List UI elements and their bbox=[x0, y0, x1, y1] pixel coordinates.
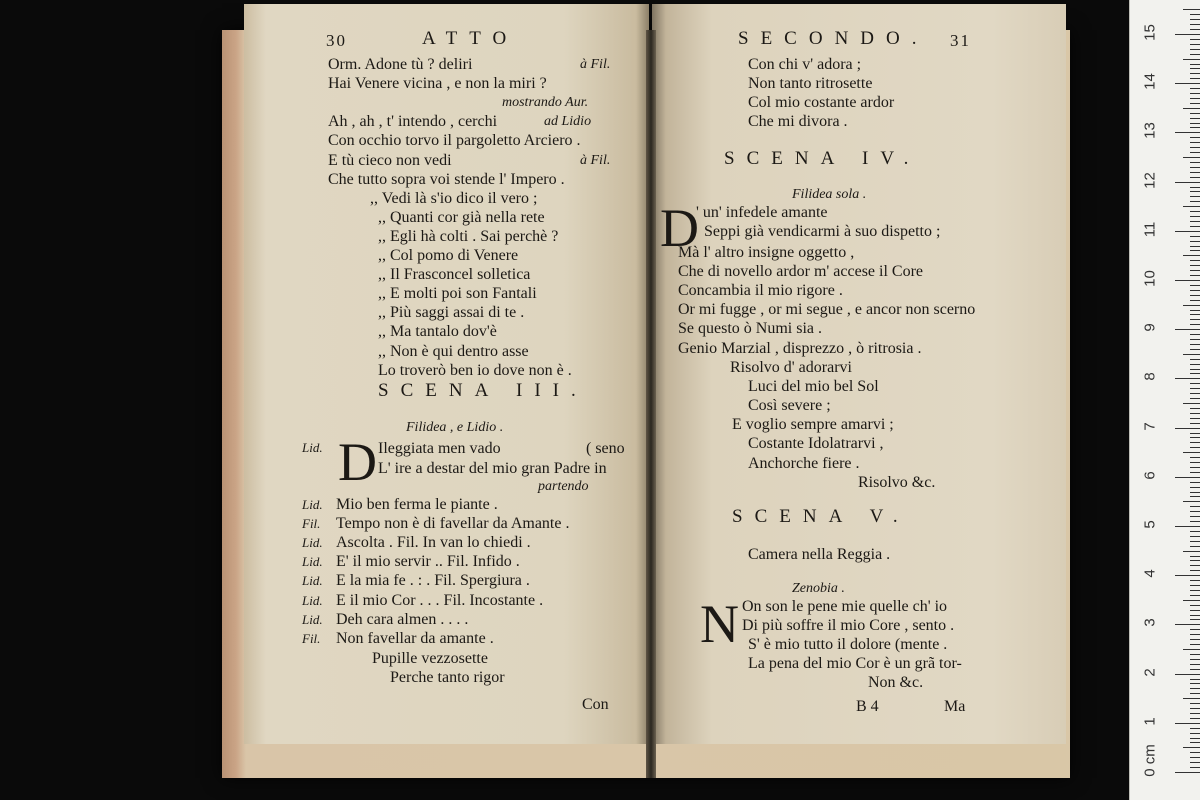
verse-line: Di più soffre il mio Core , sento . bbox=[742, 617, 955, 634]
refrain-line: Risolvo &c. bbox=[858, 474, 936, 491]
stage-note: ad Lidio bbox=[544, 114, 592, 130]
ruler-tick bbox=[1190, 610, 1200, 611]
ruler-tick bbox=[1190, 44, 1200, 45]
ruler-tick bbox=[1175, 477, 1200, 478]
verse-line: Or mi fugge , or mi segue , e ancor non scerno bbox=[678, 301, 976, 319]
ruler-tick bbox=[1190, 226, 1200, 227]
ruler-number: 7 bbox=[1141, 421, 1159, 431]
ruler-tick bbox=[1190, 585, 1200, 586]
verse-line: Perche tanto rigor bbox=[390, 669, 505, 686]
ruler-tick bbox=[1190, 423, 1200, 424]
ruler-tick bbox=[1190, 654, 1200, 655]
ruler-tick bbox=[1190, 250, 1200, 251]
ruler-tick bbox=[1183, 649, 1200, 650]
ruler-tick bbox=[1190, 728, 1200, 729]
ruler-tick bbox=[1190, 521, 1200, 522]
ruler-tick bbox=[1190, 167, 1200, 168]
ruler-tick bbox=[1190, 437, 1200, 438]
ruler-tick bbox=[1190, 300, 1200, 301]
ruler-number: 11 bbox=[1141, 221, 1159, 238]
ruler-tick bbox=[1183, 600, 1200, 601]
ruler-tick bbox=[1183, 698, 1200, 699]
ruler-tick bbox=[1190, 24, 1200, 25]
verse-line: Genio Marzial , disprezzo , ò ritrosia . bbox=[678, 339, 922, 357]
verse-line: La pena del mio Cor è un grã tor- bbox=[748, 655, 962, 672]
ruler-tick bbox=[1183, 354, 1200, 355]
ruler-tick bbox=[1175, 83, 1200, 84]
dialogue-line: E' il mio servir .. Fil. Infido . bbox=[336, 553, 520, 571]
verse-line: Ah , ah , t' intendo , cerchi bbox=[328, 113, 498, 131]
ruler-tick bbox=[1190, 172, 1200, 173]
verse-line: ,, E molti poi son Fantali bbox=[378, 285, 537, 303]
measurement-ruler bbox=[1129, 0, 1200, 800]
ruler-tick bbox=[1190, 201, 1200, 202]
ruler-tick bbox=[1190, 187, 1200, 188]
verse-line: Col mio costante ardor bbox=[748, 94, 895, 112]
verse-line: Risolvo d' adorarvi bbox=[730, 359, 852, 376]
ruler-tick bbox=[1190, 142, 1200, 143]
verse-line: ,, Egli hà colti . Sai perchè ? bbox=[378, 227, 559, 245]
ruler-tick bbox=[1190, 359, 1200, 360]
verse-line: Seppi già vendicarmi à suo dispetto ; bbox=[704, 223, 941, 240]
ruler-tick bbox=[1190, 718, 1200, 719]
scene-title: SCENA V. bbox=[732, 506, 910, 527]
ruler-tick bbox=[1175, 723, 1200, 724]
verse-line: Lo troverò ben io dove non è . bbox=[378, 361, 572, 379]
ruler-tick bbox=[1190, 98, 1200, 99]
ruler-tick bbox=[1183, 108, 1200, 109]
ruler-tick bbox=[1190, 373, 1200, 374]
ruler-tick bbox=[1175, 772, 1200, 773]
ruler-tick bbox=[1190, 393, 1200, 394]
right-folio: 31 bbox=[950, 31, 971, 50]
ruler-tick bbox=[1190, 265, 1200, 266]
verse-line: Che mi divora . bbox=[748, 113, 848, 131]
speaker-label: Lid. bbox=[302, 592, 323, 608]
ruler-number: 5 bbox=[1141, 520, 1159, 529]
scene-persons: Filidea , e Lidio . bbox=[406, 420, 504, 435]
ruler-tick bbox=[1175, 526, 1200, 527]
ruler-tick bbox=[1190, 344, 1200, 345]
verse-line: Concambia il mio rigore . bbox=[678, 282, 843, 300]
ruler-tick bbox=[1190, 536, 1200, 537]
ruler-number: 12 bbox=[1141, 171, 1159, 189]
stage-note: ( seno bbox=[586, 440, 625, 457]
ruler-tick bbox=[1175, 624, 1200, 625]
ruler-tick bbox=[1190, 314, 1200, 315]
scene-title: SCENA IV. bbox=[724, 148, 921, 169]
ruler-tick bbox=[1175, 428, 1200, 429]
ruler-number: 13 bbox=[1141, 122, 1159, 140]
ruler-tick bbox=[1183, 305, 1200, 306]
ruler-tick bbox=[1190, 290, 1200, 291]
scene-persons: Filidea sola . bbox=[792, 187, 867, 202]
ruler-tick bbox=[1190, 270, 1200, 271]
ruler-tick bbox=[1190, 615, 1200, 616]
ruler-tick bbox=[1190, 556, 1200, 557]
ruler-tick bbox=[1190, 216, 1200, 217]
left-folio: 30 bbox=[326, 31, 347, 50]
verse-line: Così severe ; bbox=[748, 397, 831, 415]
speaker-label: Lid. bbox=[302, 554, 323, 570]
ruler-tick bbox=[1190, 369, 1200, 370]
ruler-tick bbox=[1190, 246, 1200, 247]
ruler-tick bbox=[1190, 236, 1200, 237]
ruler-tick bbox=[1183, 9, 1200, 10]
catchword: Ma bbox=[944, 698, 966, 715]
ruler-tick bbox=[1190, 54, 1200, 55]
ruler-tick bbox=[1190, 49, 1200, 50]
verse-line: Con chi v' adora ; bbox=[748, 56, 862, 73]
ruler-tick bbox=[1183, 403, 1200, 404]
ruler-tick bbox=[1183, 747, 1200, 748]
ruler-tick bbox=[1190, 418, 1200, 419]
speaker-label: Lid. bbox=[302, 535, 323, 551]
ruler-tick bbox=[1190, 496, 1200, 497]
ruler-tick bbox=[1190, 738, 1200, 739]
verse-line: Che di novello ardor m' accese il Core bbox=[678, 263, 924, 281]
ruler-tick bbox=[1183, 551, 1200, 552]
ruler-tick bbox=[1190, 570, 1200, 571]
ruler-tick bbox=[1190, 103, 1200, 104]
ruler-tick bbox=[1190, 64, 1200, 65]
verse-line: Mà l' altro insigne oggetto , bbox=[678, 244, 855, 261]
scene-place: Camera nella Reggia . bbox=[748, 546, 891, 563]
ruler-tick bbox=[1190, 713, 1200, 714]
ruler-tick bbox=[1183, 59, 1200, 60]
ruler-tick bbox=[1190, 659, 1200, 660]
scene-title: SCENA III. bbox=[378, 380, 588, 401]
ruler-tick bbox=[1190, 590, 1200, 591]
ruler-tick bbox=[1190, 506, 1200, 507]
verse-line: ,, Il Frasconcel solletica bbox=[378, 266, 531, 284]
ruler-tick bbox=[1190, 541, 1200, 542]
ruler-tick bbox=[1190, 433, 1200, 434]
ruler-tick bbox=[1190, 275, 1200, 276]
ruler-tick bbox=[1190, 73, 1200, 74]
verse-line: ,, Più saggi assai di te . bbox=[378, 304, 525, 322]
ruler-tick bbox=[1175, 575, 1200, 576]
ruler-tick bbox=[1190, 68, 1200, 69]
ruler-tick bbox=[1190, 118, 1200, 119]
ruler-tick bbox=[1190, 123, 1200, 124]
ruler-number: 0 cm bbox=[1141, 744, 1159, 777]
scene-persons: Zenobia . bbox=[792, 581, 845, 596]
speaker-label: Fil. bbox=[302, 630, 321, 646]
ruler-tick bbox=[1190, 742, 1200, 743]
verse-line: ,, Ma tantalo dov'è bbox=[378, 323, 497, 341]
verse-line: ,, Vedi là s'io dico il vero ; bbox=[370, 189, 538, 207]
ruler-tick bbox=[1190, 260, 1200, 261]
ruler-tick bbox=[1190, 580, 1200, 581]
ruler-tick bbox=[1190, 152, 1200, 153]
ruler-tick bbox=[1190, 560, 1200, 561]
ruler-tick bbox=[1190, 708, 1200, 709]
ruler-tick bbox=[1190, 14, 1200, 15]
ruler-tick bbox=[1190, 127, 1200, 128]
verse-line: Ileggiata men vado bbox=[378, 440, 501, 457]
verse-line: Non tanto ritrosette bbox=[748, 75, 873, 93]
ruler-tick bbox=[1190, 757, 1200, 758]
dialogue-line: Non favellar da amante . bbox=[336, 629, 494, 647]
ruler-tick bbox=[1190, 634, 1200, 635]
verse-line: S' è mio tutto il dolore (mente . bbox=[748, 636, 948, 653]
speaker-label: Lid. bbox=[302, 573, 323, 589]
ruler-tick bbox=[1190, 733, 1200, 734]
ruler-tick bbox=[1190, 467, 1200, 468]
ruler-tick bbox=[1190, 752, 1200, 753]
right-page bbox=[652, 4, 1066, 744]
ruler-tick bbox=[1190, 462, 1200, 463]
drop-cap: D bbox=[338, 432, 377, 492]
ruler-tick bbox=[1190, 162, 1200, 163]
ruler-tick bbox=[1190, 319, 1200, 320]
ruler-tick bbox=[1190, 605, 1200, 606]
ruler-tick bbox=[1190, 639, 1200, 640]
verse-line: Orm. Adone tù ? deliri bbox=[328, 56, 473, 73]
ruler-tick bbox=[1175, 329, 1200, 330]
speaker-label: Lid. bbox=[302, 440, 323, 455]
verse-line: ,, Col pomo di Venere bbox=[378, 247, 519, 264]
verse-line: Anchorche fiere . bbox=[748, 454, 860, 472]
ruler-tick bbox=[1190, 531, 1200, 532]
ruler-tick bbox=[1190, 364, 1200, 365]
dialogue-line: E il mio Cor . . . Fil. Incostante . bbox=[336, 591, 544, 609]
ruler-tick bbox=[1190, 93, 1200, 94]
ruler-tick bbox=[1175, 132, 1200, 133]
dialogue-line: Deh cara almen . . . . bbox=[336, 610, 469, 628]
speaker-label: Fil. bbox=[302, 516, 321, 532]
verse-line: ' un' infedele amante bbox=[696, 204, 828, 221]
ruler-tick bbox=[1190, 703, 1200, 704]
ruler-number: 14 bbox=[1141, 73, 1159, 91]
ruler-number: 3 bbox=[1141, 618, 1159, 628]
ruler-tick bbox=[1190, 565, 1200, 566]
dialogue-line: E la mia fe . : . Fil. Spergiura . bbox=[336, 572, 530, 590]
ruler-tick bbox=[1190, 295, 1200, 296]
verse-line: Pupille vezzosette bbox=[372, 650, 488, 667]
ruler-tick bbox=[1175, 280, 1200, 281]
ruler-tick bbox=[1190, 349, 1200, 350]
stage-note: à Fil. bbox=[580, 152, 611, 168]
ruler-tick bbox=[1190, 482, 1200, 483]
ruler-tick bbox=[1190, 137, 1200, 138]
ruler-tick bbox=[1190, 595, 1200, 596]
ruler-tick bbox=[1175, 674, 1200, 675]
ruler-tick bbox=[1190, 762, 1200, 763]
verse-line: ,, Non è qui dentro asse bbox=[378, 342, 529, 360]
ruler-tick bbox=[1190, 29, 1200, 30]
ruler-number: 8 bbox=[1141, 372, 1159, 382]
verse-line: Che tutto sopra voi stende l' Impero . bbox=[328, 170, 565, 188]
ruler-tick bbox=[1190, 191, 1200, 192]
verse-line: E tù cieco non vedi bbox=[328, 151, 452, 169]
ruler-tick bbox=[1190, 88, 1200, 89]
ruler-tick bbox=[1190, 413, 1200, 414]
verse-line: Non &c. bbox=[868, 674, 924, 691]
ruler-tick bbox=[1190, 310, 1200, 311]
ruler-tick bbox=[1175, 182, 1200, 183]
ruler-tick bbox=[1190, 147, 1200, 148]
ruler-tick bbox=[1183, 255, 1200, 256]
drop-cap: N bbox=[700, 594, 739, 654]
ruler-tick bbox=[1190, 664, 1200, 665]
left-running-head: ATTO bbox=[422, 28, 519, 49]
ruler-tick bbox=[1190, 683, 1200, 684]
ruler-tick bbox=[1190, 442, 1200, 443]
ruler-number: 2 bbox=[1141, 667, 1159, 677]
verse-line: ,, Quanti cor già nella rete bbox=[378, 208, 545, 226]
verse-line: E voglio sempre amarvi ; bbox=[732, 416, 894, 434]
ruler-tick bbox=[1190, 619, 1200, 620]
ruler-tick bbox=[1190, 78, 1200, 79]
ruler-tick bbox=[1190, 334, 1200, 335]
ruler-tick bbox=[1190, 39, 1200, 40]
dialogue-line: Mio ben ferma le piante . bbox=[336, 496, 498, 513]
dialogue-line: Tempo non è di favellar da Amante . bbox=[336, 515, 570, 533]
speaker-label: Lid. bbox=[302, 611, 323, 627]
ruler-tick bbox=[1190, 629, 1200, 630]
verse-line: Costante Idolatrarvi , bbox=[748, 435, 884, 453]
ruler-tick bbox=[1190, 211, 1200, 212]
ruler-tick bbox=[1190, 457, 1200, 458]
ruler-tick bbox=[1190, 408, 1200, 409]
verse-line: On son le pene mie quelle ch' io bbox=[742, 598, 948, 615]
stage-direction: partendo bbox=[538, 479, 589, 494]
ruler-number: 6 bbox=[1141, 471, 1159, 480]
stage-note: à Fil. bbox=[580, 57, 611, 72]
ruler-tick bbox=[1190, 644, 1200, 645]
verse-line: Con occhio torvo il pargoletto Arciero . bbox=[328, 132, 581, 150]
ruler-tick bbox=[1183, 206, 1200, 207]
ruler-tick bbox=[1190, 324, 1200, 325]
ruler-tick bbox=[1183, 501, 1200, 502]
ruler-tick bbox=[1190, 492, 1200, 493]
ruler-tick bbox=[1190, 383, 1200, 384]
book-gutter bbox=[646, 30, 656, 778]
catchword: Con bbox=[582, 696, 609, 713]
ruler-tick bbox=[1190, 546, 1200, 547]
ruler-number: 1 bbox=[1141, 717, 1159, 726]
ruler-tick bbox=[1183, 157, 1200, 158]
ruler-tick bbox=[1175, 378, 1200, 379]
ruler-tick bbox=[1190, 196, 1200, 197]
verse-line: Se questo ò Numi sia . bbox=[678, 320, 822, 338]
ruler-tick bbox=[1190, 679, 1200, 680]
ruler-number: 10 bbox=[1141, 270, 1159, 287]
ruler-tick bbox=[1190, 339, 1200, 340]
ruler-number: 4 bbox=[1141, 569, 1159, 578]
ruler-tick bbox=[1183, 452, 1200, 453]
ruler-number: 15 bbox=[1141, 24, 1159, 41]
ruler-tick bbox=[1190, 388, 1200, 389]
ruler-tick bbox=[1175, 34, 1200, 35]
ruler-tick bbox=[1190, 693, 1200, 694]
signature-mark: B 4 bbox=[856, 698, 879, 715]
ruler-number: 9 bbox=[1141, 323, 1159, 332]
verse-line: mostrando Aur. bbox=[502, 95, 589, 111]
ruler-tick bbox=[1190, 447, 1200, 448]
ruler-tick bbox=[1175, 231, 1200, 232]
ruler-tick bbox=[1190, 511, 1200, 512]
ruler-tick bbox=[1190, 516, 1200, 517]
ruler-tick bbox=[1190, 241, 1200, 242]
drop-cap: D bbox=[660, 198, 699, 258]
right-running-head: SECONDO. bbox=[738, 28, 929, 49]
ruler-tick bbox=[1190, 221, 1200, 222]
ruler-tick bbox=[1190, 472, 1200, 473]
verse-line: L' ire a destar del mio gran Padre in bbox=[378, 460, 607, 477]
ruler-tick bbox=[1190, 19, 1200, 20]
ruler-tick bbox=[1190, 177, 1200, 178]
ruler-tick bbox=[1190, 669, 1200, 670]
left-page bbox=[244, 4, 649, 744]
speaker-label: Lid. bbox=[302, 497, 323, 512]
ruler-tick bbox=[1190, 688, 1200, 689]
ruler-tick bbox=[1190, 113, 1200, 114]
ruler-tick bbox=[1190, 398, 1200, 399]
ruler-tick bbox=[1190, 487, 1200, 488]
verse-line: Hai Venere vicina , e non la miri ? bbox=[328, 75, 547, 93]
verse-line: Luci del mio bel Sol bbox=[748, 378, 879, 396]
ruler-tick bbox=[1190, 285, 1200, 286]
ruler-tick bbox=[1190, 767, 1200, 768]
dialogue-line: Ascolta . Fil. In van lo chiedi . bbox=[336, 534, 531, 552]
